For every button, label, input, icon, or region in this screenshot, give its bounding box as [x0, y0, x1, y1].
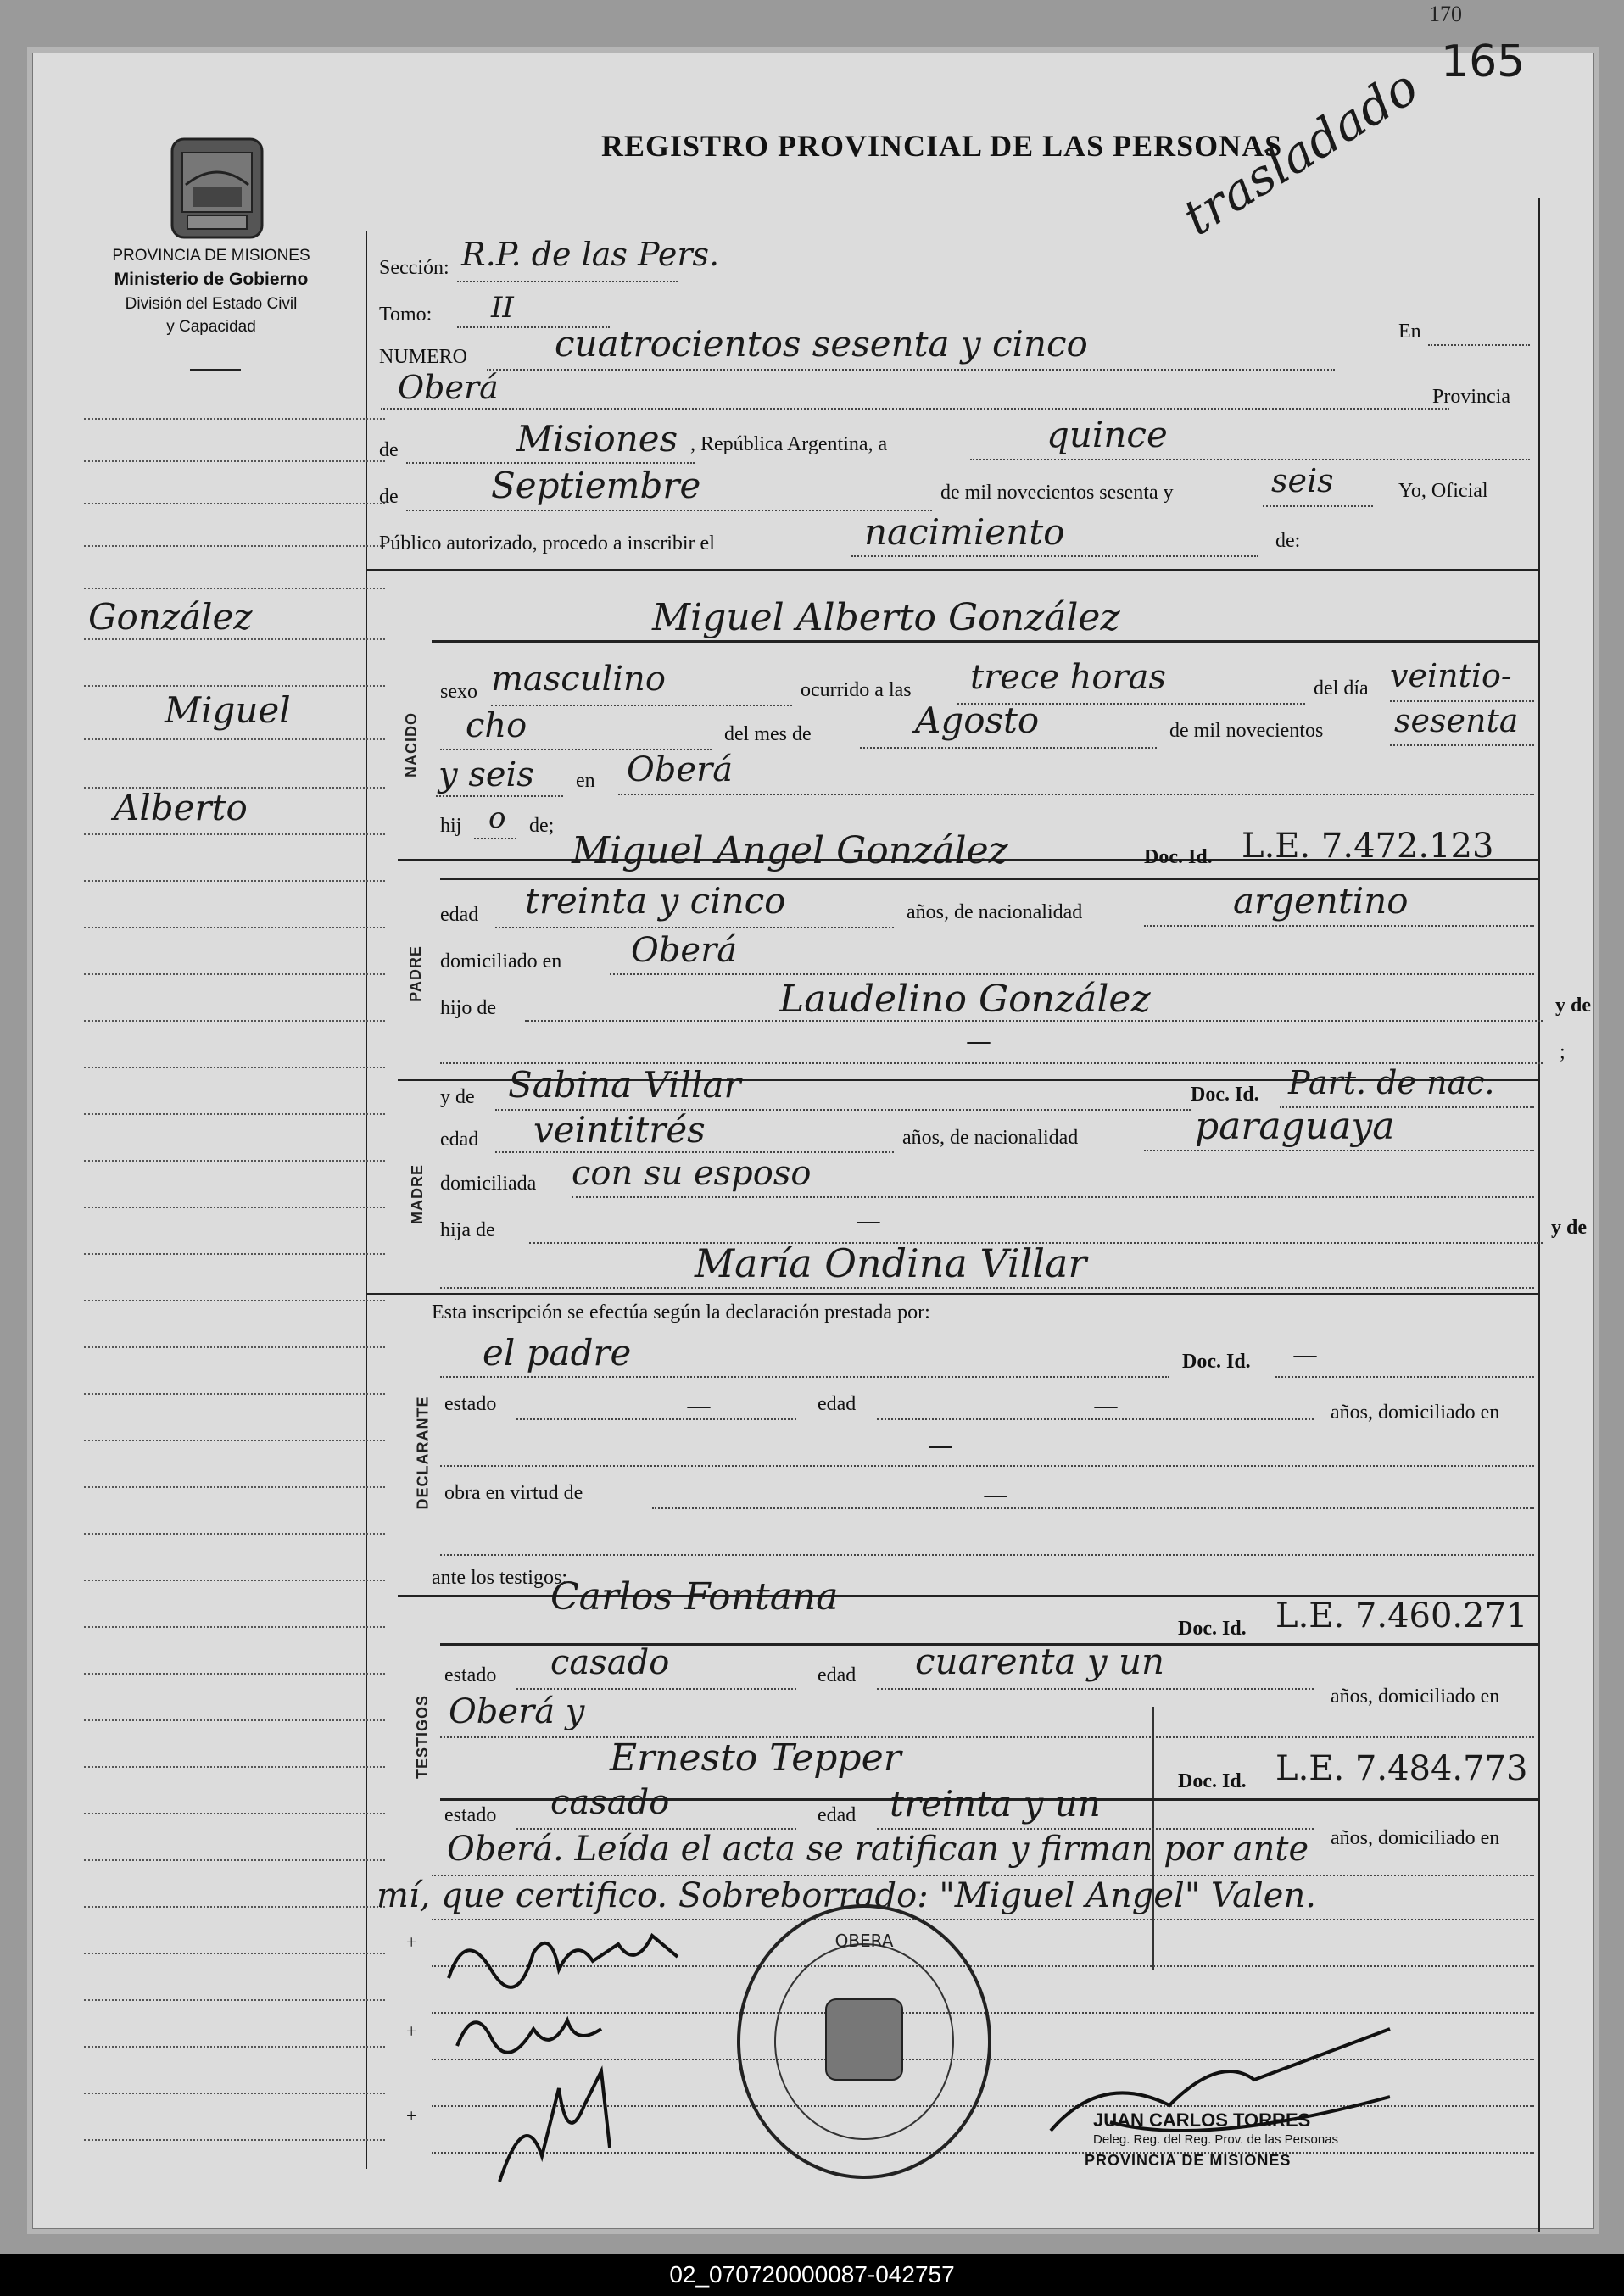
- dotted-line: [457, 281, 678, 282]
- seccion-value: R.P. de las Pers.: [461, 236, 720, 273]
- signature-bullet: +: [406, 2020, 417, 2042]
- dotted-line: [1275, 1376, 1534, 1378]
- margin-line: [84, 1393, 385, 1395]
- madre-dom-value: con su esposo: [572, 1154, 812, 1193]
- madre-doc-value: Part. de nac.: [1288, 1064, 1495, 1101]
- madre-domicilio-label: domiciliada: [440, 1173, 537, 1195]
- mes-value: Septiembre: [491, 465, 701, 506]
- official-province: PROVINCIA DE MISIONES: [1085, 2152, 1292, 2169]
- hij-label: hij: [440, 815, 462, 837]
- madre-nac-value: paraguaya: [1195, 1105, 1395, 1148]
- dotted-line: [406, 462, 695, 464]
- declarante-domicilio-label: años, domiciliado en: [1331, 1402, 1500, 1424]
- madre-edad-value: veintitrés: [533, 1109, 706, 1151]
- declarante-doc-label: Doc. Id.: [1182, 1351, 1251, 1373]
- testigos-side-label: TESTIGOS: [414, 1694, 432, 1780]
- dia-nac-value-2: cho: [466, 706, 527, 745]
- dotted-line: [474, 838, 516, 839]
- del-dia-label: del día: [1314, 677, 1369, 699]
- margin-line: [84, 1160, 385, 1162]
- tomo-value: II: [491, 291, 514, 325]
- right-frame-line: [1538, 198, 1540, 2232]
- margin-line: [84, 1113, 385, 1115]
- testigo1-doc-value: L.E. 7.460.271: [1275, 1597, 1528, 1636]
- testigo2-doc-value: L.E. 7.484.773: [1275, 1749, 1528, 1788]
- padre-edad-value: treinta y cinco: [525, 880, 786, 922]
- margin-line: [84, 1346, 385, 1348]
- image-id-footer: 02_070720000087-042757: [0, 2254, 1624, 2296]
- margin-line: [84, 460, 385, 462]
- padre-semicolon: ;: [1560, 1041, 1565, 1063]
- dotted-line: [491, 705, 792, 706]
- padre-doc-label: Doc. Id.: [1144, 846, 1213, 868]
- declarante-estado-label: estado: [444, 1393, 497, 1415]
- signature-bullet: +: [406, 2105, 417, 2126]
- inscripcion-label: Esta inscripción se efectúa según la declaración prestada por:: [432, 1301, 930, 1324]
- dotted-line: [1263, 505, 1373, 507]
- trasladado-annotation: trasladado: [1172, 57, 1428, 247]
- numero-value: cuatrocientos sesenta y cinco: [555, 323, 1088, 365]
- madre-doc-label: Doc. Id.: [1191, 1084, 1259, 1106]
- publico-label: Público autorizado, procedo a inscribir el: [379, 532, 715, 554]
- testigo1-edad-label: edad: [818, 1664, 857, 1686]
- dotted-line: [440, 1554, 1534, 1556]
- ocurrido-label: ocurrido a las: [801, 679, 912, 701]
- margin-line: [84, 1486, 385, 1488]
- numero-label: NUMERO: [379, 346, 468, 368]
- svg-text:OBERA: OBERA: [834, 1931, 894, 1951]
- testigo1-estado-label: estado: [444, 1664, 497, 1686]
- margin-second-name: Alberto: [114, 787, 248, 828]
- dotted-line: [1390, 744, 1534, 746]
- padre-edad-label: edad: [440, 904, 479, 926]
- tomo-label: Tomo:: [379, 304, 433, 326]
- margin-line: [84, 973, 385, 975]
- dotted-line: [440, 1287, 1534, 1289]
- anio-value: seis: [1271, 462, 1334, 499]
- testigo1-dom-value: Oberá y: [449, 1692, 585, 1731]
- padre-nacionalidad-label: años, de nacionalidad: [907, 901, 1083, 923]
- testigo1-value: Carlos Fontana: [550, 1575, 839, 1619]
- padre-domicilio-label: domiciliado en: [440, 950, 562, 972]
- dia-nac-value-1: veintio-: [1390, 657, 1512, 694]
- localidad-value: Oberá: [398, 369, 499, 406]
- declarante-edad-label: edad: [818, 1393, 857, 1415]
- en-label: En: [1398, 320, 1421, 343]
- testigo1-edad-value: cuarenta y un: [915, 1641, 1165, 1682]
- margin-line: [84, 418, 385, 420]
- de-semicolon-label: de;: [529, 815, 555, 837]
- declarante-estado-value: —: [686, 1391, 712, 1421]
- margin-line: [84, 927, 385, 928]
- padre-y-de-label: y de: [1555, 995, 1591, 1017]
- hijo-letra-value: o: [488, 801, 506, 835]
- lugar-nac-value: Oberá: [627, 750, 734, 789]
- declarante-dom-value: —: [928, 1431, 953, 1461]
- dotted-line: [516, 1688, 796, 1690]
- margin-line: [84, 1067, 385, 1068]
- nombre-value: Miguel Alberto González: [652, 596, 1120, 639]
- margin-line: [84, 503, 385, 504]
- dotted-line: [851, 555, 1258, 557]
- division-label: División del Estado Civil: [125, 295, 298, 313]
- testigo1-doc-label: Doc. Id.: [1178, 1618, 1247, 1640]
- dotted-line: [381, 408, 1449, 410]
- declarante-side-label: DECLARANTE: [414, 1396, 432, 1510]
- testigo1-estado-value: casado: [550, 1643, 670, 1682]
- nota-linea-2: mí, que certifico. Sobreborrado: "Miguel Angel" Valen.: [377, 1876, 1316, 1915]
- left-frame-line: [366, 231, 367, 2169]
- margin-line: [84, 833, 385, 835]
- nota-linea-1: Oberá. Leída el acta se ratifican y firman por ante: [447, 1830, 1309, 1869]
- section-divider: [366, 569, 1538, 571]
- ministry-label: Ministerio de Gobierno: [114, 270, 309, 289]
- testigo2-doc-label: Doc. Id.: [1178, 1770, 1247, 1792]
- testigo2-domicilio-label: años, domiciliado en: [1331, 1827, 1500, 1849]
- dotted-line: [572, 1196, 1534, 1198]
- dotted-line: [525, 1020, 1543, 1022]
- dotted-line: [618, 794, 1534, 795]
- page-number: 165: [1441, 36, 1526, 87]
- mil-novecientos-2-label: de mil novecientos: [1169, 720, 1324, 742]
- official-name: JUAN CARLOS TORRES: [1093, 2109, 1311, 2131]
- declarante-value: el padre: [483, 1332, 632, 1374]
- margin-line: [84, 1999, 385, 2001]
- de-label-2: de: [379, 486, 399, 508]
- dotted-line: [436, 795, 563, 797]
- dotted-line: [877, 1418, 1314, 1420]
- declarante-obra-value: —: [983, 1480, 1008, 1510]
- de-colon-label: de:: [1275, 530, 1301, 552]
- margin-line: [84, 1906, 385, 1908]
- margin-line: [84, 1673, 385, 1675]
- dotted-line: [432, 1875, 1534, 1876]
- dotted-line: [440, 1465, 1534, 1467]
- declarante-doc-value: —: [1292, 1340, 1318, 1370]
- dotted-line: [1144, 925, 1534, 927]
- padre-nac-value: argentino: [1233, 880, 1409, 922]
- hora-value: trece horas: [970, 658, 1166, 697]
- margin-line: [84, 545, 385, 547]
- margin-surname: González: [88, 596, 253, 638]
- padre-dom-value: Oberá: [631, 931, 738, 970]
- madre-edad-label: edad: [440, 1128, 479, 1151]
- signature-testigo2-icon: [474, 2054, 644, 2198]
- nombre-underline: [432, 640, 1538, 643]
- anio-nac-value-2: y seis: [438, 755, 534, 794]
- margin-line: [84, 1207, 385, 1208]
- dotted-line: [440, 1736, 1534, 1738]
- margin-line: [84, 588, 385, 589]
- margin-line: [84, 880, 385, 882]
- dotted-line: [1428, 344, 1530, 346]
- dotted-line: [610, 973, 1534, 975]
- declarante-edad-value: —: [1093, 1391, 1119, 1421]
- dia-value: quince: [1046, 414, 1168, 455]
- margin-line: [84, 2139, 385, 2141]
- coat-of-arms-icon: [167, 134, 267, 242]
- margin-line: [84, 1533, 385, 1535]
- document-title: REGISTRO PROVINCIAL DE LAS PERSONAS: [601, 129, 1283, 163]
- ante-testigos-label: ante los testigos:: [432, 1567, 567, 1589]
- testigo1-domicilio-label: años, domiciliado en: [1331, 1686, 1500, 1708]
- capacity-label: y Capacidad: [166, 318, 256, 336]
- margin-line: [84, 1766, 385, 1768]
- dotted-line: [860, 747, 1157, 749]
- margin-line: [84, 1440, 385, 1441]
- dotted-line: [516, 1418, 796, 1420]
- section-divider: [366, 1293, 1538, 1295]
- madre-value: Sabina Villar: [508, 1064, 741, 1106]
- en-lower-label: en: [576, 770, 595, 792]
- padre-hijo-de-label: hijo de: [440, 997, 496, 1019]
- padre-doc-value: L.E. 7.472.123: [1242, 827, 1494, 866]
- abuelo-value: Laudelino González: [779, 978, 1151, 1021]
- official-title: Deleg. Reg. del Reg. Prov. de las Personas: [1093, 2132, 1339, 2147]
- dotted-line: [495, 1151, 894, 1153]
- testigo2-edad-value: treinta y un: [890, 1783, 1101, 1825]
- mil-novecientos-label: de mil novecientos sesenta y: [940, 482, 1174, 504]
- dotted-line: [406, 510, 932, 511]
- margin-line: [84, 1813, 385, 1814]
- dotted-line: [1144, 1150, 1534, 1151]
- madre-y-de-label-2: y de: [1551, 1217, 1587, 1239]
- corner-number: 170: [1429, 2, 1462, 26]
- de-label-1: de: [379, 439, 399, 461]
- margin-line: [84, 1719, 385, 1721]
- sexo-label: sexo: [440, 681, 477, 703]
- testigo2-estado-label: estado: [444, 1804, 497, 1826]
- provincia-value: Misiones: [516, 418, 678, 460]
- margin-first-name: Miguel: [165, 689, 291, 731]
- acto-value: nacimiento: [864, 511, 1065, 553]
- anio-nac-value-1: sesenta: [1394, 702, 1519, 739]
- madre-hija-dash: —: [856, 1207, 881, 1236]
- margin-line: [84, 1953, 385, 1954]
- dotted-line: [877, 1688, 1314, 1690]
- margin-line: [84, 1300, 385, 1301]
- madre-y-de-label: y de: [440, 1086, 475, 1108]
- official-seal-icon: [728, 1898, 1000, 2186]
- dotted-line: [652, 1507, 1534, 1509]
- margin-line: [84, 1020, 385, 1022]
- signature-padre-icon: [432, 1910, 771, 2003]
- signature-bullet: +: [406, 1931, 417, 1953]
- yo-oficial-label: Yo, Oficial: [1398, 480, 1488, 502]
- dotted-line: [440, 1376, 1169, 1378]
- provincia-label: Provincia: [1432, 386, 1510, 408]
- madre-nacionalidad-label: años, de nacionalidad: [902, 1127, 1079, 1149]
- dotted-line: [487, 369, 1335, 371]
- madre-side-label: MADRE: [409, 1164, 426, 1224]
- margin-line: [84, 1626, 385, 1628]
- obra-label: obra en virtud de: [444, 1482, 583, 1504]
- margin-line: [84, 1253, 385, 1255]
- nacido-side-label: NACIDO: [403, 712, 420, 777]
- testigo2-value: Ernesto Tepper: [610, 1736, 901, 1780]
- header-divider: [190, 369, 241, 371]
- province-label: PROVINCIA DE MISIONES: [112, 247, 310, 265]
- dotted-line: [495, 927, 894, 928]
- republica-label: , República Argentina, a: [690, 433, 888, 455]
- margin-line: [84, 2046, 385, 2048]
- margin-line: [84, 2093, 385, 2094]
- padre-value: Miguel Angel González: [572, 829, 1008, 872]
- del-mes-label: del mes de: [724, 723, 812, 745]
- margin-line: [84, 1580, 385, 1581]
- margin-line: [84, 638, 385, 640]
- abuela-value: María Ondina Villar: [695, 1240, 1087, 1286]
- sexo-value: masculino: [491, 660, 666, 699]
- padre-side-label: PADRE: [406, 945, 424, 1002]
- birth-certificate-page: [32, 36, 1594, 2229]
- mes-nac-value: Agosto: [915, 699, 1040, 741]
- madre-hija-de-label: hija de: [440, 1219, 495, 1241]
- seccion-label: Sección:: [379, 257, 449, 279]
- margin-line: [84, 738, 385, 740]
- abuelo-dash: —: [966, 1027, 991, 1056]
- testigo2-estado-value: casado: [550, 1783, 670, 1822]
- margin-line: [84, 1859, 385, 1861]
- testigo2-edad-label: edad: [818, 1804, 857, 1826]
- margin-line: [84, 685, 385, 687]
- dotted-line: [970, 459, 1530, 460]
